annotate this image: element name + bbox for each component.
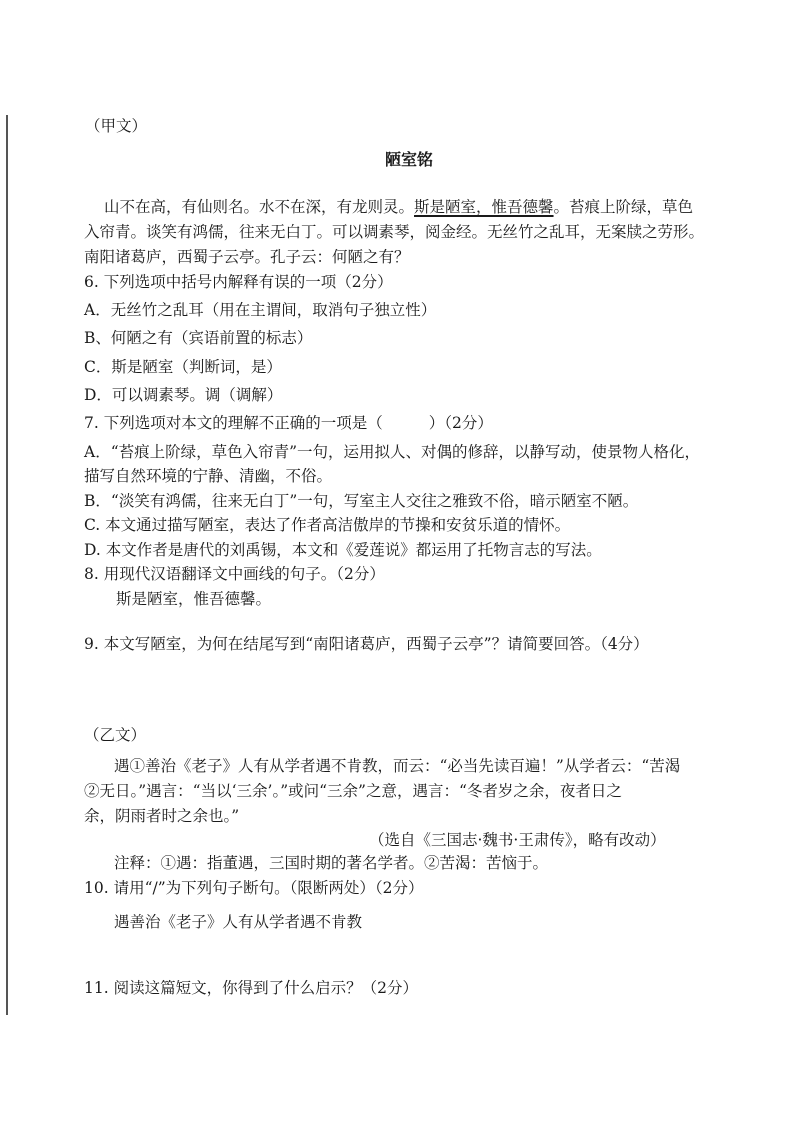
passage-text: 。苔痕上阶绿，草色 <box>553 198 694 216</box>
yi-label: （乙文） <box>84 726 147 744</box>
passage-line-2: 入帘青。谈笑有鸿儒，往来无白丁。可以调素琴，阅金经。无丝竹之乱耳，无案牍之劳形。 <box>84 223 705 241</box>
passage-line-3: 南阳诸葛庐，西蜀子云亭。孔子云：何陋之有？ <box>84 248 410 266</box>
underlined-sentence: 斯是陋室，惟吾德馨 <box>414 198 554 216</box>
question-11-stem: 11. 阅读这篇短文，你得到了什么启示？（2分） <box>84 979 418 997</box>
yi-note: 注释：①遇：指董遇，三国时期的著名学者。②苦渴：苦恼于。 <box>114 854 549 872</box>
yi-passage-line-2: ②无日。”遇言：“当以‘三余’。”或问“三余”之意，遇言：“冬者岁之余，夜者日之 <box>84 782 622 800</box>
question-7-option-a-line-2: 描写自然环境的宁静、清幽，不俗。 <box>84 467 333 485</box>
question-8-stem: 8. 用现代汉语翻译文中画线的句子。（2分） <box>84 565 385 583</box>
question-6-option-d: D．可以调素琴。调（调解） <box>84 386 283 404</box>
yi-passage-line-1: 遇①善治《老子》人有从学者遇不肯教，而云：“必当先读百遍！”从学者云：“苦渴 <box>114 757 681 775</box>
question-6-option-a: A．无丝竹之乱耳（用在主谓间，取消句子独立性） <box>84 301 437 319</box>
passage-text: 山不在高，有仙则名。水不在深，有龙则灵。 <box>104 198 415 216</box>
question-9-stem: 9. 本文写陋室，为何在结尾写到“南阳诸葛庐，西蜀子云亭”？请简要回答。（4分） <box>84 635 649 653</box>
passage-line-1 <box>104 197 693 217</box>
question-8-sentence: 斯是陋室，惟吾德馨。 <box>116 590 272 608</box>
left-margin-line <box>6 115 8 1015</box>
question-10-stem: 10. 请用“/”为下列句子断句。（限断两处）（2分） <box>84 879 424 897</box>
question-7-option-a-line-1: A．“苔痕上阶绿，草色入帘青”一句，运用拟人、对偶的修辞，以静写动，使景物人格化， <box>84 443 701 461</box>
question-6-option-b: B、何陋之有（宾语前置的标志） <box>84 329 313 347</box>
yi-passage-line-3: 余，阴雨者时之余也。” <box>84 807 240 825</box>
question-7-stem-end: ）（2分） <box>428 414 493 432</box>
jia-label: （甲文） <box>85 117 148 135</box>
passage-title: 陋室铭 <box>385 150 434 169</box>
yi-source: （选自《三国志·魏书·王肃传》，略有改动） <box>369 831 666 849</box>
question-6-option-c: C．斯是陋室（判断词，是） <box>84 358 282 376</box>
question-7-option-b: B．“淡笑有鸿儒，往来无白丁”一句，写室主人交往之雅致不俗，暗示陋室不陋。 <box>84 492 639 510</box>
question-7-option-c: C. 本文通过描写陋室，表达了作者高洁傲岸的节操和安贫乐道的情怀。 <box>84 516 571 534</box>
question-10-sentence: 遇善治《老子》人有从学者遇不肯教 <box>114 913 363 931</box>
question-7-stem-start: 7. 下列选项对本文的理解不正确的一项是（ <box>84 414 383 432</box>
question-7-option-d: D. 本文作者是唐代的刘禹锡，本文和《爱莲说》都运用了托物言志的写法。 <box>84 541 602 559</box>
question-7-stem <box>84 413 493 433</box>
question-6-stem: 6. 下列选项中括号内解释有误的一项（2分） <box>84 273 393 291</box>
